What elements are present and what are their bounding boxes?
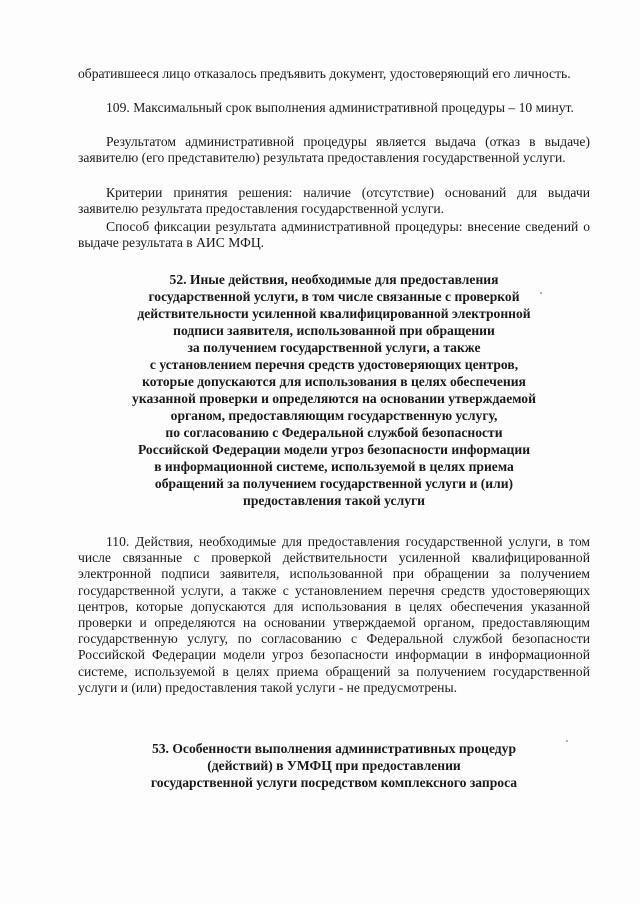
paragraph-fixation-method: Способ фиксации результата административной процедуры: внесение сведений о выдаче результата в АИС МФЦ. xyxy=(78,219,590,251)
heading-52-line: обращений за получением государственной услуги и (или) xyxy=(154,476,514,491)
scan-speck xyxy=(540,292,542,294)
heading-52-line: с установлением перечня средств удостоверяющих центров, xyxy=(149,357,519,372)
heading-52-line: подписи заявителя, использованной при обращении xyxy=(173,323,495,338)
heading-53-line: 53. Особенности выполнения административных процедур xyxy=(151,741,517,756)
paragraph-identity-refusal: обратившееся лицо отказалось предъявить документ, удостоверяющий его личность. xyxy=(78,66,571,81)
heading-52-line: действительности усиленной квалифицированной электронной xyxy=(137,306,531,321)
heading-52-line: по согласованию с Федеральной службой безопасности xyxy=(165,425,503,440)
paragraph-109-max-time: 109. Максимальный срок выполнения административной процедуры – 10 минут. xyxy=(106,100,574,115)
heading-52-line: органом, предоставляющим государственную услугу, xyxy=(170,408,498,423)
heading-52-line: 52. Иные действия, необходимые для предоставления xyxy=(169,272,499,287)
heading-53-line: (действий) в УМФЦ при предоставлении xyxy=(207,758,461,773)
scan-speck xyxy=(566,740,568,742)
paragraph-result: Результатом административной процедуры является выдача (отказ в выдаче) заявителю (его представителю) результата предоставления государственной услуги. xyxy=(78,134,590,166)
section-heading-53 xyxy=(90,740,578,791)
heading-53-line: государственной услуги посредством комплексного запроса xyxy=(150,775,518,790)
heading-52-line: государственной услуги, в том числе связанные с проверкой xyxy=(148,289,520,304)
heading-52-line: указанной проверки и определяются на основании утверждаемой xyxy=(132,391,536,406)
heading-52-line: за получением государственной услуги, а также xyxy=(187,340,481,355)
heading-52-line: в информационной системе, используемой в целях приема xyxy=(154,459,514,474)
section-heading-52 xyxy=(90,271,578,509)
heading-52-line: которые допускаются для использования в целях обеспечения xyxy=(142,374,526,389)
paragraph-criteria: Критерии принятия решения: наличие (отсутствие) оснований для выдачи заявителю результата предоставления государственной услуги. xyxy=(78,185,590,217)
heading-52-line: Российской Федерации модели угроз безопасности информации xyxy=(137,442,531,457)
paragraph-110-actions: 110. Действия, необходимые для предоставления государственной услуги, в том числе связанные с проверкой действительности усиленной квалифицированной электронной подписи заявителя, использованной при обращении за получением государственной услуги, а также с установлением перечня средств удостоверяющих центров, которые допускаются для использования в целях обеспечения указанной проверки и определяются на основании утверждаемой органом, предоставляющим государственную услугу, по согласованию с Федеральной службой безопасности Российской Федерации модели угроз безопасности информации в информационной системе, используемой в целях приема обращений за получением государственной услуги и (или) предоставления такой услуги - не предусмотрены. xyxy=(78,534,590,695)
heading-52-line: предоставления такой услуги xyxy=(243,493,425,508)
